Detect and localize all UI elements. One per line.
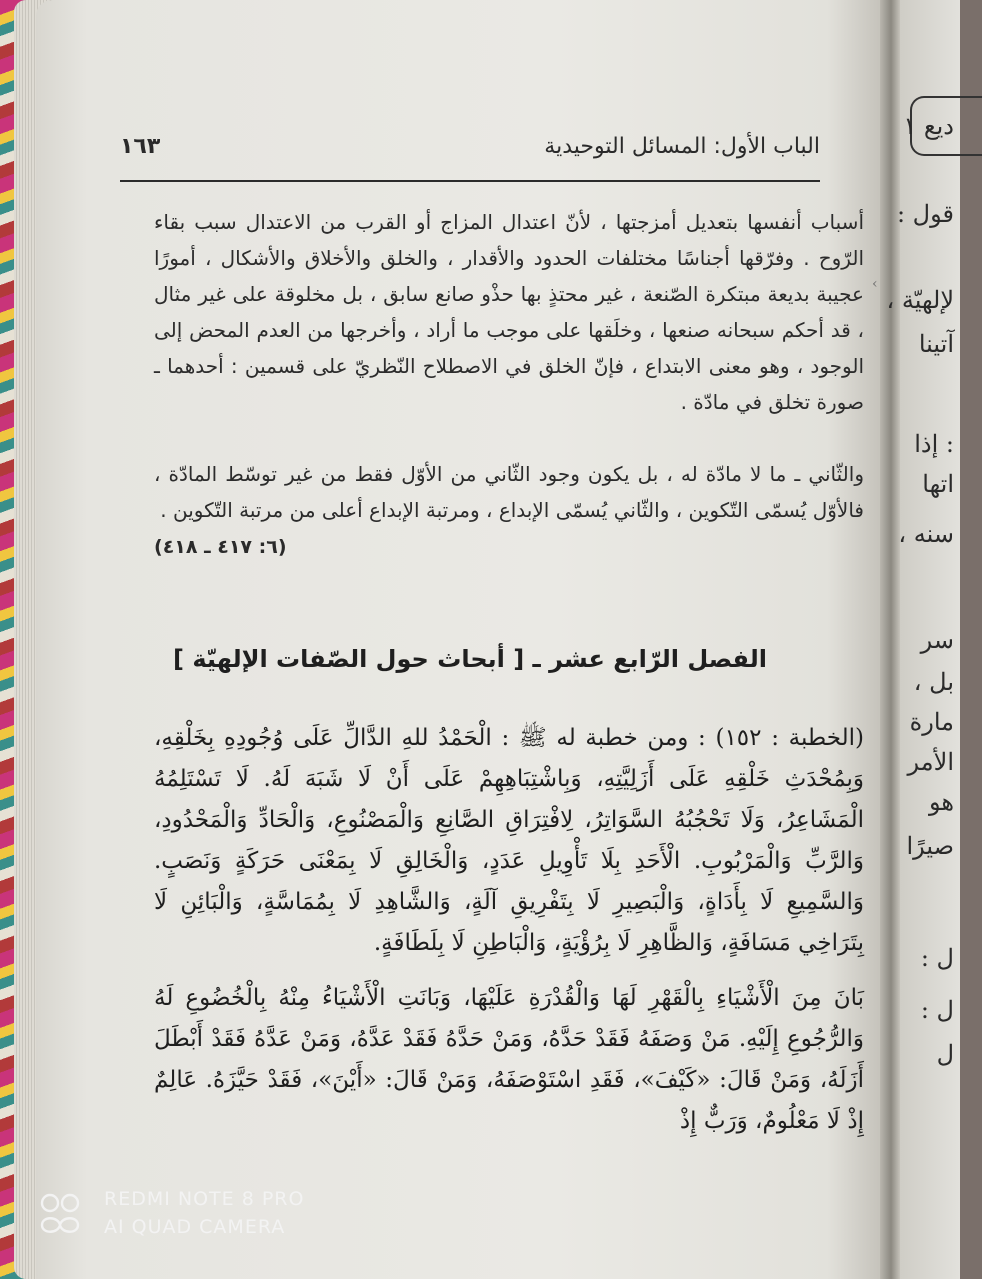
margin-arrow-icon: ‹ [872, 276, 878, 292]
running-header [120, 120, 820, 182]
sermon-paragraph-2: بَانَ مِنَ الْأَشْيَاءِ بِالْقَهْرِ لَهَا وَالْقُدْرَةِ عَلَيْهَا، وَبَانَتِ الْأَشْيَاءُ مِنْهُ بِالْخُضُوعِ لَهُ وَالرُّجُوعِ إِلَيْهِ. مَنْ وَصَفَهُ فَقَدْ حَدَّهُ، وَمَنْ حَدَّهُ فَقَدْ عَدَّهُ، وَمَنْ عَدَّهُ فَقَدْ أَبْطَلَ أَزَلَهُ، وَمَنْ قَالَ: «كَيْفَ»، فَقَدِ اسْتَوْصَفَهُ، وَمَنْ قَالَ: «أَيْنَ»، فَقَدْ حَيَّزَهُ. عَالِمٌ إِذْ لَا مَعْلُومٌ، وَرَبٌّ إِذْ [154, 985, 864, 1134]
facing-page-fragment: آتينا [918, 330, 954, 358]
watermark-line-2: AI QUAD CAMERA [104, 1216, 286, 1238]
facing-page-fragment: ل [936, 1040, 954, 1068]
book-gutter [880, 0, 900, 1279]
facing-page-fragment: : إذا [914, 430, 954, 458]
chapter-title: الفصل الرّابع عشر ـ [ أبحاث حول الصّفات الإلهيّة ] [173, 645, 767, 673]
facing-page-fragment: ديع ١ [903, 112, 954, 140]
facing-page-fragment: قول : [896, 200, 954, 228]
facing-page [886, 0, 960, 1279]
page-number: ١٦٣ [120, 134, 161, 159]
facing-page-fragment: لإلهيّة ، [886, 286, 954, 314]
facing-page-fragment: ل : [920, 996, 954, 1024]
body-paragraph-1: أسباب أنفسها بتعديل أمزجتها ، لأنّ اعتدال المزاج أو القرب من الاعتدال سبب بقاء الرّوح . وفرّقها أجناسًا مختلفات الحدود والأقدار ، والخلق والأخلاق والأشكال ، أمورًا عجيبة بديعة مبتكرة الصّنعة ، غير محتذٍ بها حذْو صانع سابق ، بل مخلوقة على غير مثال ، قد أحكم سبحانه صنعها ، وخلَقها على موجب ما أراد ، وأخرجها من العدم المحض إلى الوجود ، وهو معنى الابتداع ، فإنّ الخلق في الاصطلاح النّظريّ على قسمين : أحدهما ـ صورة تخلق في مادّة . [154, 210, 864, 414]
body-paragraph-2: والثّاني ـ ما لا مادّة له ، بل يكون وجود الثّاني من الأوّل فقط من غير توسّط المادّة ، فالأوّل يُسمّى التّكوين ، والثّاني يُسمّى الإبداع ، ومرتبة الإبداع أعلى من مرتبة التّكوين . [154, 462, 864, 522]
facing-page-fragment: صيرًا [906, 832, 954, 860]
facing-page-fragment: مارة [909, 708, 954, 736]
facing-page-fragment: ل : [920, 944, 954, 972]
facing-page-fragment: بل ، [913, 668, 954, 696]
citation-reference: (٦: ٤١٧ ـ ٤١٨) [154, 536, 287, 558]
facing-page-fragment: سنه ، [898, 520, 954, 548]
camera-quad-lens-icon [38, 1192, 90, 1236]
facing-page-fragment: سر [920, 626, 954, 654]
book-page [36, 0, 896, 1279]
running-header-title: الباب الأول: المسائل التوحيدية [544, 134, 820, 159]
facing-page-fragment: الأمر [907, 748, 954, 776]
facing-page-fragment: هو [928, 788, 954, 816]
watermark-line-1: REDMI NOTE 8 PRO [104, 1188, 305, 1210]
sermon-paragraph-1: (الخطبة : ١٥٢) : ومن خطبة له ﷺ : الْحَمْدُ للهِ الدَّالِّ عَلَى وُجُودِهِ بِخَلْقِهِ، وَبِمُحْدَثِ خَلْقِهِ عَلَى أَزَلِيَّتِهِ، وَبِاشْتِبَاهِهِمْ عَلَى أَنْ لَا شَبَهَ لَهُ. لَا تَسْتَلِمُهُ الْمَشَاعِرُ، وَلَا تَحْجُبُهُ السَّوَاتِرُ، لِافْتِرَاقِ الصَّانِعِ وَالْمَصْنُوعِ، وَالْحَادِّ وَالْمَحْدُودِ، وَالرَّبِّ وَالْمَرْبُوبِ. الْأَحَدِ بِلَا تَأْوِيلِ عَدَدٍ، وَالْخَالِقِ لَا بِمَعْنَى حَرَكَةٍ وَنَصَبٍ. وَالسَّمِيعِ لَا بِأَدَاةٍ، وَالْبَصِيرِ لَا بِتَفْرِيقِ آلَةٍ، وَالشَّاهِدِ لَا بِمُمَاسَّةٍ، وَالْبَائِنِ لَا بِتَرَاخِي مَسَافَةٍ، وَالظَّاهِرِ لَا بِرُؤْيَةٍ، وَالْبَاطِنِ لَا بِلَطَافَةٍ. [154, 725, 864, 956]
facing-page-fragment: اتها [922, 470, 954, 498]
